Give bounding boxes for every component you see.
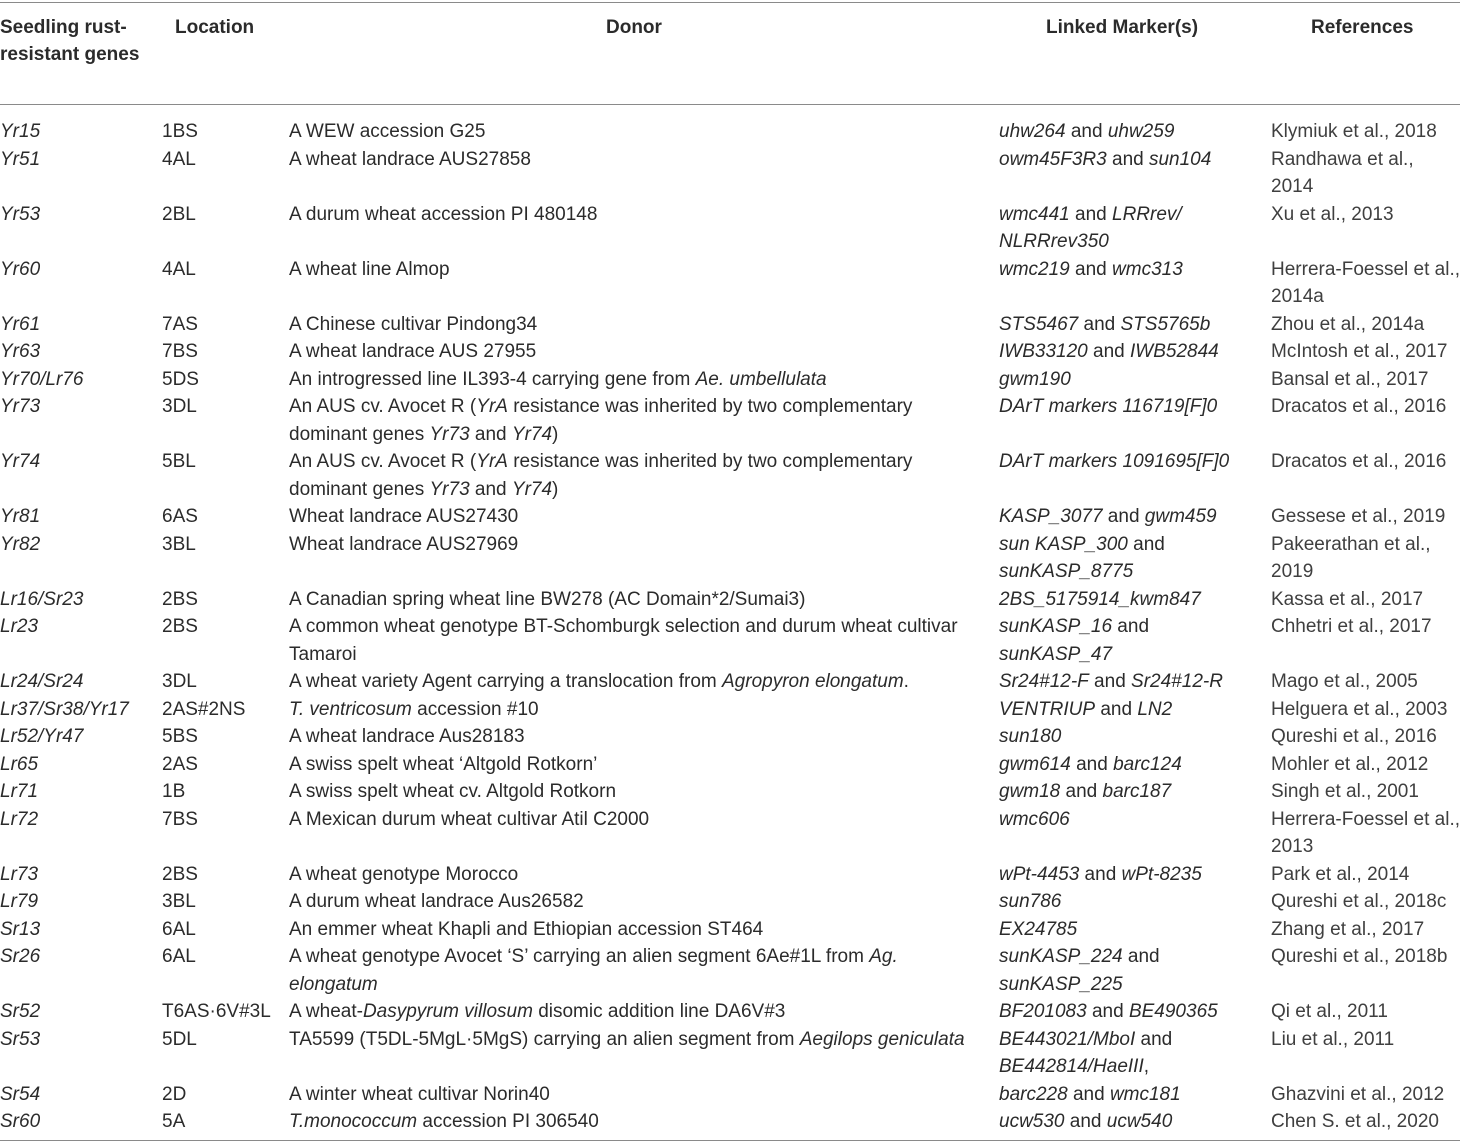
table-row [0,888,1460,916]
marker-cell: sunKASP_16 and sunKASP_47 [999,616,1150,665]
donor-cell: A WEW accession G25 [289,121,486,142]
reference-cell: Ghazvini et al., 2012 [1271,1083,1445,1105]
table-row [0,751,1460,779]
header-rule [0,104,1460,105]
marker-cell: KASP_3077 and gwm459 [999,506,1217,527]
location-cell: 2AS [162,753,198,775]
gene-cell: Lr72 [0,808,39,830]
reference-cell: Bansal et al., 2017 [1271,368,1429,390]
reference-cell: Randhawa et al., 2014 [1271,148,1414,197]
location-cell: 2BL [162,203,196,225]
marker-cell: sun180 [999,726,1062,747]
table-row [0,366,1460,394]
donor-cell: Wheat landrace AUS27969 [289,533,519,555]
marker-cell: sun KASP_300 and sunKASP_8775 [999,533,1165,582]
table-row [0,448,1460,503]
gene-cell: Lr24/Sr24 [0,671,84,692]
reference-cell: Park et al., 2014 [1271,863,1410,885]
table-row [0,393,1460,448]
gene-cell: Sr26 [0,946,41,967]
gene-cell: Lr23 [0,616,39,637]
donor-cell: A wheat-Dasypyrum villosum disomic addition line DA6V#3 [289,1001,786,1022]
marker-cell: STS5467 and STS5765b [999,313,1211,335]
marker-cell: wmc219 and wmc313 [999,258,1183,280]
marker-cell: sun786 [999,891,1062,912]
table-row [0,531,1460,586]
location-cell: 1BS [162,121,198,142]
marker-cell: BF201083 and BE490365 [999,1001,1218,1022]
reference-cell: Qi et al., 2011 [1271,1001,1388,1022]
reference-cell: Mago et al., 2005 [1271,671,1418,692]
reference-cell: Kassa et al., 2017 [1271,588,1424,610]
gene-cell: Yr82 [0,533,41,555]
table-bottom-rule [0,1140,1460,1141]
gene-cell: Yr60 [0,258,41,280]
marker-cell: VENTRIUP and LN2 [999,698,1173,720]
marker-cell: gwm190 [999,368,1071,390]
donor-cell: A Mexican durum wheat cultivar Atil C2000 [289,808,650,830]
gene-cell: Sr13 [0,918,41,940]
table-row [0,778,1460,806]
reference-cell: Chhetri et al., 2017 [1271,616,1432,637]
donor-cell: An AUS cv. Avocet R (YrA resistance was inherited by two complementary dominant genes Yr73 and Yr74) [289,451,913,500]
gene-cell: Lr52/Yr47 [0,726,84,747]
reference-cell: Dracatos et al., 2016 [1271,451,1447,472]
table-row [0,916,1460,944]
table-body [0,118,1460,1136]
gene-cell: Yr73 [0,396,41,417]
reference-cell: Zhang et al., 2017 [1271,918,1425,940]
header-donor: Donor [606,17,662,38]
marker-cell: wPt-4453 and wPt-8235 [999,863,1202,885]
reference-cell: Xu et al., 2013 [1271,203,1394,225]
gene-cell: Sr54 [0,1083,41,1105]
gene-cell: Lr79 [0,891,39,912]
table-top-rule [0,2,1460,3]
reference-cell: Zhou et al., 2014a [1271,313,1425,335]
marker-cell: ucw530 and ucw540 [999,1111,1173,1132]
table-row [0,338,1460,366]
gene-cell: Yr63 [0,341,41,362]
reference-cell: Qureshi et al., 2016 [1271,726,1437,747]
reference-cell: Dracatos et al., 2016 [1271,396,1447,417]
donor-cell: A Canadian spring wheat line BW278 (AC Domain*2/Sumai3) [289,588,806,610]
header-references: References [1311,17,1414,38]
gene-cell: Lr65 [0,753,39,775]
table-row [0,613,1460,668]
reference-cell: Qureshi et al., 2018b [1271,946,1448,967]
marker-cell: sunKASP_224 and sunKASP_225 [999,946,1160,995]
reference-cell: Mohler et al., 2012 [1271,753,1429,775]
gene-cell: Yr70/Lr76 [0,368,84,390]
table-row [0,943,1460,998]
donor-cell: A wheat landrace AUS27858 [289,148,531,170]
marker-cell: barc228 and wmc181 [999,1083,1181,1105]
location-cell: 6AL [162,918,196,940]
gene-cell: Lr37/Sr38/Yr17 [0,698,129,720]
location-cell: 7BS [162,341,198,362]
donor-cell: A wheat genotype Morocco [289,863,519,885]
marker-cell: DArT markers 1091695[F]0 [999,451,1230,472]
marker-cell: IWB33120 and IWB52844 [999,341,1219,362]
location-cell: 3BL [162,891,196,912]
location-cell: 7BS [162,808,198,830]
donor-cell: A wheat landrace AUS 27955 [289,341,537,362]
table-row [0,118,1460,146]
location-cell: 2D [162,1083,187,1105]
location-cell: 7AS [162,313,198,335]
donor-cell: A swiss spelt wheat ‘Altgold Rotkorn’ [289,753,598,775]
marker-cell: gwm18 and barc187 [999,781,1172,802]
table-row [0,806,1460,861]
donor-cell: A durum wheat accession PI 480148 [289,203,598,225]
table-row [0,586,1460,614]
table-row [0,1081,1460,1109]
donor-cell: An emmer wheat Khapli and Ethiopian accession ST464 [289,918,764,940]
donor-cell: A wheat genotype Avocet ‘S’ carrying an alien segment 6Ae#1L from Ag. elongatum [289,946,898,995]
reference-cell: Gessese et al., 2019 [1271,506,1446,527]
gene-cell: Sr53 [0,1028,41,1050]
reference-cell: Helguera et al., 2003 [1271,698,1448,720]
gene-cell: Lr71 [0,781,39,802]
gene-cell: Yr53 [0,203,41,225]
gene-cell: Lr73 [0,863,39,885]
gene-cell: Yr51 [0,148,41,170]
marker-cell: wmc606 [999,808,1070,830]
table-row [0,1108,1460,1136]
table-row [0,1026,1460,1081]
header-location: Location [175,17,255,38]
table-row [0,503,1460,531]
donor-cell: A wheat landrace Aus28183 [289,726,525,747]
location-cell: 5A [162,1111,186,1132]
marker-cell: 2BS_5175914_kwm847 [999,588,1201,610]
location-cell: 2BS [162,616,198,637]
location-cell: 5BS [162,726,198,747]
location-cell: 6AS [162,506,198,527]
location-cell: 5BL [162,451,196,472]
donor-cell: A Chinese cultivar Pindong34 [289,313,538,335]
gene-cell: Sr60 [0,1111,41,1132]
donor-cell: An AUS cv. Avocet R (YrA resistance was inherited by two complementary dominant genes Yr73 and Yr74) [289,396,913,445]
reference-cell: Herrera-Foessel et al., 2013 [1271,808,1460,857]
gene-cell: Lr16/Sr23 [0,588,84,610]
gene-cell: Yr81 [0,506,41,527]
marker-cell: DArT markers 116719[F]0 [999,396,1218,417]
donor-cell: A winter wheat cultivar Norin40 [289,1083,550,1105]
header-gene: Seedling rust-resistant genes [0,17,140,65]
donor-cell: A durum wheat landrace Aus26582 [289,891,584,912]
location-cell: 3DL [162,671,197,692]
donor-cell: A wheat variety Agent carrying a translocation from Agropyron elongatum. [289,671,909,692]
donor-cell: An introgressed line IL393-4 carrying gene from Ae. umbellulata [289,368,827,390]
gene-cell: Yr74 [0,451,41,472]
marker-cell: EX24785 [999,918,1078,940]
donor-cell: Wheat landrace AUS27430 [289,506,519,527]
gene-cell: Yr61 [0,313,41,335]
marker-cell: wmc441 and LRRrev/ NLRRrev350 [999,203,1182,252]
location-cell: 3DL [162,396,197,417]
reference-cell: Chen S. et al., 2020 [1271,1111,1439,1132]
marker-cell: uhw264 and uhw259 [999,121,1175,142]
location-cell: T6AS·6V#3L [162,1001,271,1022]
marker-cell: gwm614 and barc124 [999,753,1182,775]
reference-cell: Qureshi et al., 2018c [1271,891,1447,912]
location-cell: 2BS [162,588,198,610]
table-row [0,311,1460,339]
header-markers: Linked Marker(s) [1046,17,1199,38]
location-cell: 4AL [162,148,196,170]
gene-cell: Yr15 [0,121,41,142]
table-row [0,723,1460,751]
reference-cell: McIntosh et al., 2017 [1271,341,1448,362]
reference-cell: Klymiuk et al., 2018 [1271,121,1437,142]
table-row [0,146,1460,201]
location-cell: 2AS#2NS [162,698,246,720]
donor-cell: A common wheat genotype BT-Schomburgk selection and durum wheat cultivar Tamaroi [289,616,958,665]
location-cell: 1B [162,781,186,802]
table-row [0,256,1460,311]
location-cell: 5DL [162,1028,197,1050]
reference-cell: Singh et al., 2001 [1271,781,1419,802]
reference-cell: Pakeerathan et al., 2019 [1271,533,1431,582]
reference-cell: Herrera-Foessel et al., 2014a [1271,258,1460,307]
location-cell: 5DS [162,368,199,390]
donor-cell: A wheat line Almop [289,258,450,280]
table-row [0,668,1460,696]
donor-cell: TA5599 (T5DL-5MgL·5MgS) carrying an alien segment from Aegilops geniculata [289,1028,965,1050]
table-row [0,861,1460,889]
table-row [0,998,1460,1026]
marker-cell: BE443021/MboI and BE442814/HaeIII, [999,1028,1173,1077]
table-row [0,201,1460,256]
location-cell: 3BL [162,533,196,555]
marker-cell: owm45F3R3 and sun104 [999,148,1212,170]
donor-cell: T.monococcum accession PI 306540 [289,1111,599,1132]
location-cell: 6AL [162,946,196,967]
marker-cell: Sr24#12-F and Sr24#12-R [999,671,1223,692]
gene-cell: Sr52 [0,1001,41,1022]
location-cell: 2BS [162,863,198,885]
location-cell: 4AL [162,258,196,280]
table-row [0,696,1460,724]
donor-cell: T. ventricosum accession #10 [289,698,539,720]
reference-cell: Liu et al., 2011 [1271,1028,1395,1050]
donor-cell: A swiss spelt wheat cv. Altgold Rotkorn [289,781,617,802]
